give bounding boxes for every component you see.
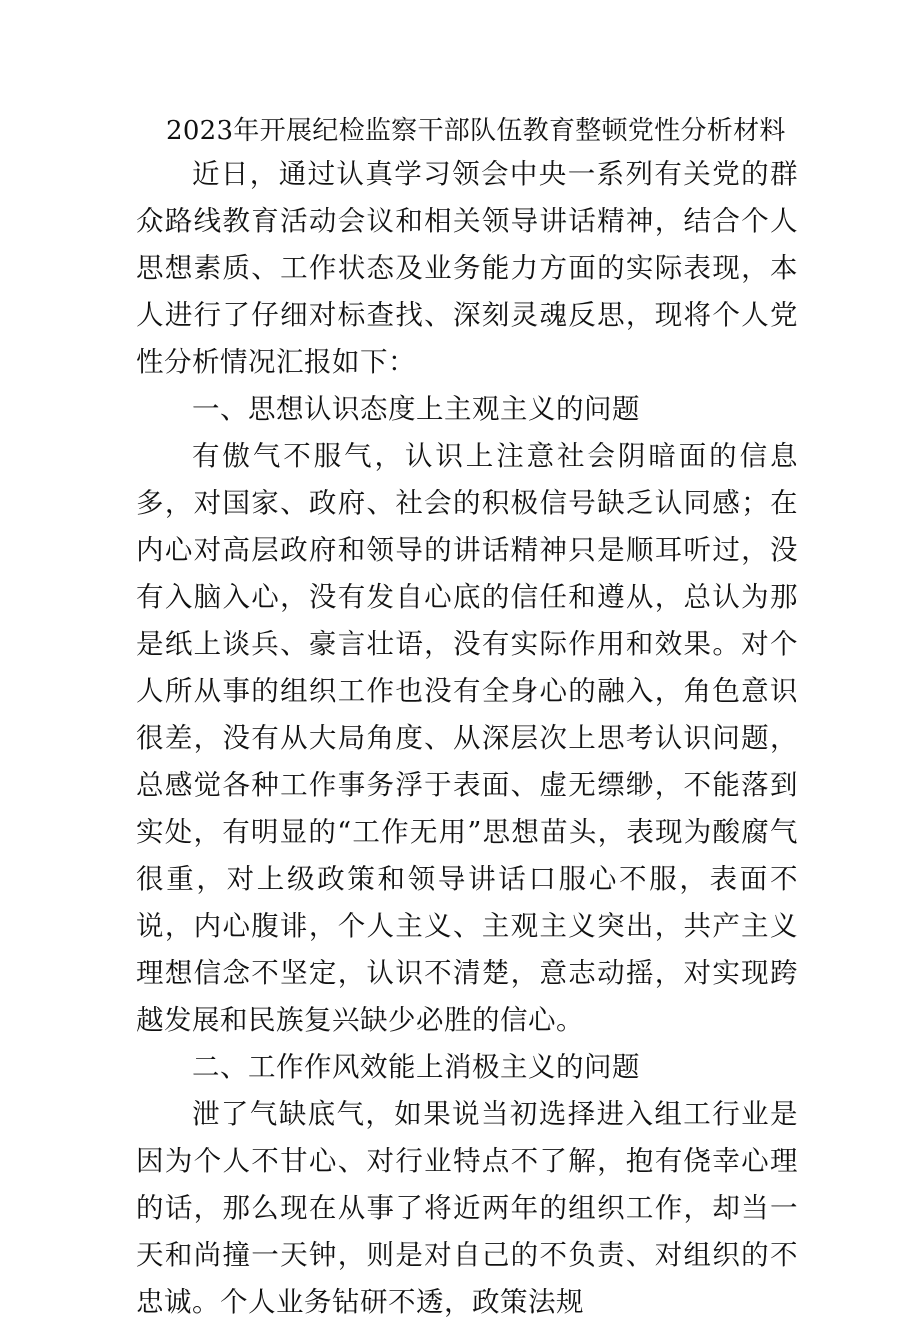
intro-paragraph: 近日，通过认真学习领会中央一系列有关党的群众路线教育活动会议和相关领导讲话精神，结合个人思想素质、工作状态及业务能力方面的实际表现，本人进行了仔细对标查找、深刻灵魂反思，现将个人党性分析情况汇报如下： [136, 158, 798, 378]
document-body [136, 112, 798, 1326]
section-1-paragraph: 有傲气不服气，认识上注意社会阴暗面的信息多，对国家、政府、社会的积极信号缺乏认同感；在内心对高层政府和领导的讲话精神只是顺耳听过，没有入脑入心，没有发自心底的信任和遵从，总认为那是纸上谈兵、豪言壮语，没有实际作用和效果。对个人所从事的组织工作也没有全身心的融入，角色意识很差，没有从大局角度、从深层次上思考认识问题，总感觉各种工作事务浮于表面、虚无缥缈，不能落到实处，有明显的“工作无用”思想苗头，表现为酸腐气很重，对上级政策和领导讲话口服心不服，表面不说，内心腹诽，个人主义、主观主义突出，共产主义理想信念不坚定，认识不清楚，意志动摇，对实现跨越发展和民族复兴缺少必胜的信心。 [136, 440, 798, 1036]
section-2-paragraph: 泄了气缺底气，如果说当初选择进入组工行业是因为个人不甘心、对行业特点不了解，抱有侥幸心理的话，那么现在从事了将近两年的组织工作，却当一天和尚撞一天钟，则是对自己的不负责、对组织的不忠诚。个人业务钻研不透，政策法规 [136, 1098, 798, 1318]
section-2-heading: 二、工作作风效能上消极主义的问题 [192, 1051, 640, 1083]
section-1-heading: 一、思想认识态度上主观主义的问题 [192, 393, 640, 425]
document-title: 2023年开展纪检监察干部队伍教育整顿党性分析材料 [166, 116, 786, 146]
